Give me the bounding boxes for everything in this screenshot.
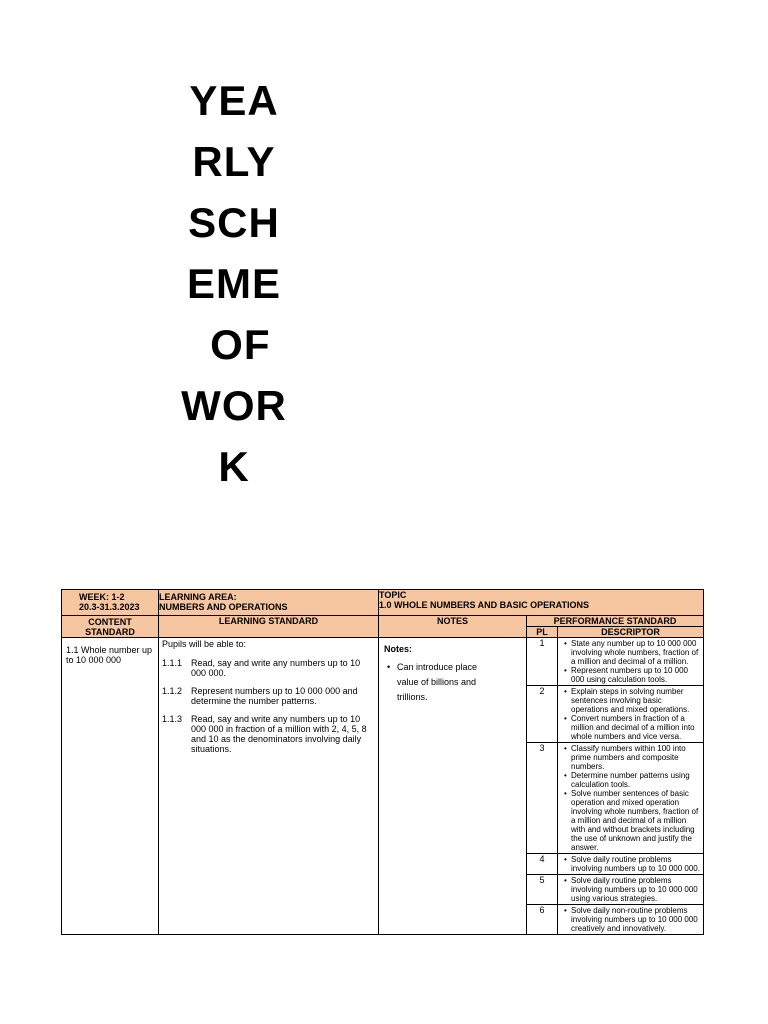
bullet-icon: • (564, 771, 567, 780)
bullet-icon: • (564, 714, 567, 723)
notes-title: Notes: (384, 644, 413, 654)
week-cell (62, 590, 159, 616)
title-line: EME (186, 260, 281, 307)
descriptor-text: Solve number sentences of basic operation and mixed operation involving whole numbers, fraction of a million and decimal of a million with and without brackets including the use of unknown and justify the answer. (571, 789, 699, 852)
descriptor-item (564, 666, 701, 684)
document-title (168, 70, 300, 490)
descriptor-cell (558, 743, 704, 854)
descriptor-item (564, 744, 701, 771)
learning-intro: Pupils will be able to: (162, 639, 247, 649)
learning-item-text: Represent numbers up to 10 000 000 and determine the number patterns. (191, 686, 358, 706)
table-header-row (62, 590, 704, 616)
scheme-of-work-table (61, 589, 704, 935)
bullet-icon: • (564, 666, 567, 675)
descriptor-text: Represent numbers up to 10 000 000 using calculation tools. (571, 666, 688, 684)
descriptor-text: Solve daily routine problems involving numbers up to 10 000 000. (571, 855, 700, 873)
descriptor-text: Solve daily routine problems involving numbers up to 10 000 000 using various strategies. (571, 876, 698, 903)
bullet-icon: • (564, 789, 567, 798)
bullet-icon: • (564, 855, 567, 864)
descriptor-item (564, 876, 701, 903)
learning-area-label: LEARNING AREA: (159, 592, 237, 602)
table-row (62, 638, 704, 686)
pl-number: 1 (527, 638, 558, 686)
descriptor-text: Convert numbers in fraction of a million and decimal of a million into whole numbers and vice versa. (571, 714, 695, 741)
topic-label: TOPIC (379, 590, 407, 600)
content-standard-header-line: STANDARD (85, 626, 135, 637)
descriptor-text: Solve daily non-routine problems involving numbers up to 10 000 000 creatively and innovatively. (571, 906, 698, 933)
title-line: WOR (181, 382, 287, 429)
week-dates: 20.3-31.3.2023 (79, 602, 140, 612)
bullet-icon: • (564, 639, 567, 648)
topic-value: 1.0 WHOLE NUMBERS AND BASIC OPERATIONS (379, 600, 590, 610)
learning-item-text: Read, say and write any numbers up to 10 000 000 in fraction of a million with 2, 4, 5, 8 and 10 as the denominators involving daily situations. (191, 714, 367, 754)
bullet-icon: • (564, 687, 567, 696)
descriptor-cell (558, 854, 704, 875)
notes-header: NOTES (379, 616, 527, 638)
descriptor-header: DESCRIPTOR (558, 627, 704, 638)
learning-area-cell (159, 590, 379, 616)
descriptor-item (564, 639, 701, 666)
title-line: OF (197, 321, 271, 368)
pl-number: 4 (527, 854, 558, 875)
column-header-row (62, 616, 704, 627)
descriptor-cell (558, 875, 704, 905)
learning-item (159, 714, 378, 754)
learning-area-value: NUMBERS AND OPERATIONS (159, 602, 288, 612)
descriptor-item (564, 855, 701, 873)
week-label: WEEK: 1-2 (79, 592, 125, 602)
bullet-icon: • (564, 744, 567, 753)
notes-item (387, 660, 526, 705)
pl-number: 6 (527, 905, 558, 935)
descriptor-text: Classify numbers within 100 into prime numbers and composite numbers. (571, 744, 686, 771)
descriptor-item (564, 906, 701, 933)
descriptor-cell (558, 905, 704, 935)
notes-item-text: Can introduce place value of billions and trillions. (397, 662, 478, 702)
bullet-icon: • (564, 876, 567, 885)
content-standard-cell: 1.1 Whole number up to 10 000 000 (62, 638, 159, 935)
learning-item-text: Read, say and write any numbers up to 10 000 000. (191, 658, 361, 678)
descriptor-cell (558, 638, 704, 686)
descriptor-cell (558, 686, 704, 743)
descriptor-item (564, 771, 701, 789)
pl-header: PL (527, 627, 558, 638)
learning-item-number: 1.1.2 (162, 686, 183, 696)
topic-cell (379, 590, 704, 616)
notes-cell (379, 638, 527, 935)
content-standard-header-line: CONTENT (88, 616, 132, 627)
title-line: YEA (189, 77, 279, 124)
learning-item-number: 1.1.3 (162, 714, 183, 724)
bullet-icon: • (564, 906, 567, 915)
content-standard-header (62, 616, 159, 638)
descriptor-text: Determine number patterns using calculation tools. (571, 771, 690, 789)
learning-standard-cell (159, 638, 379, 935)
descriptor-text: Explain steps in solving number sentences involving basic operations and mixed operations. (571, 687, 690, 714)
pl-number: 2 (527, 686, 558, 743)
bullet-icon: • (387, 662, 391, 672)
title-line: K (218, 443, 250, 490)
learning-item-number: 1.1.1 (162, 658, 183, 668)
pl-number: 3 (527, 743, 558, 854)
learning-item (159, 658, 378, 678)
learning-standard-header: LEARNING STANDARD (159, 616, 379, 638)
descriptor-text: State any number up to 10 000 000 involving whole numbers, fraction of a million and decimal of a million. (571, 639, 699, 666)
title-line: RLY (192, 138, 276, 185)
learning-item (159, 686, 378, 706)
descriptor-item (564, 789, 701, 852)
pl-number: 5 (527, 875, 558, 905)
performance-standard-header: PERFORMANCE STANDARD (527, 616, 704, 627)
descriptor-item (564, 687, 701, 714)
descriptor-item (564, 714, 701, 741)
title-line: SCH (188, 199, 280, 246)
